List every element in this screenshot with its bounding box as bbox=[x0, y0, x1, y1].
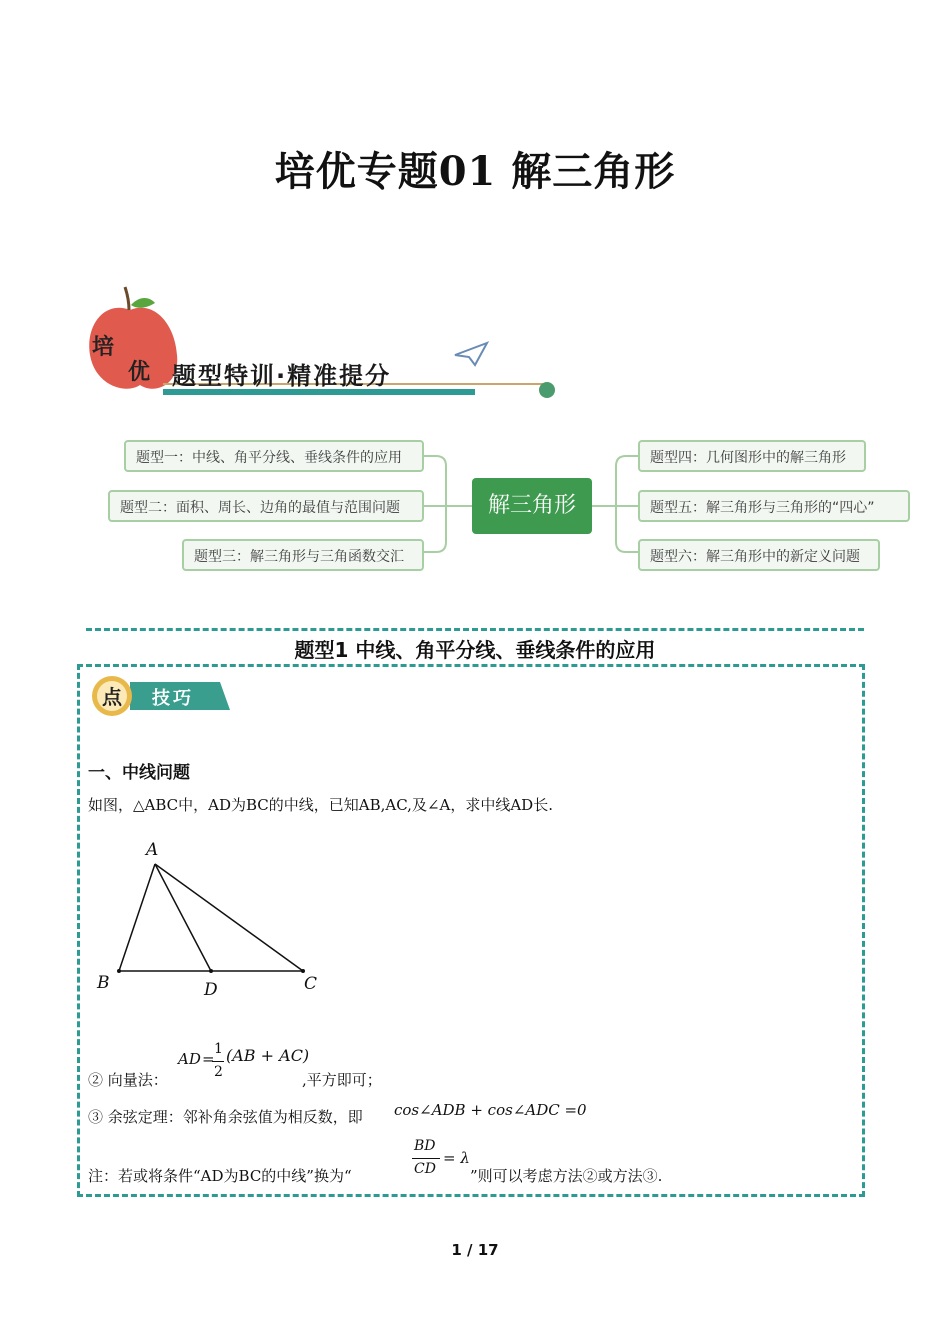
mindmap-topic-4: 题型四：几何图形中的解三角形 bbox=[638, 440, 866, 472]
method2-label: ② 向量法： bbox=[88, 1071, 168, 1089]
note-den: CD bbox=[414, 1161, 436, 1177]
page-title: 培优专题01 解三角形 bbox=[274, 148, 676, 195]
banner-graphic bbox=[85, 285, 565, 410]
paper-plane-icon bbox=[455, 343, 487, 365]
note-rhs: = λ bbox=[443, 1149, 470, 1167]
method3-label: ③ 余弦定理：邻补角余弦值为相反数，即 bbox=[88, 1108, 363, 1126]
method2-fraction-bar bbox=[212, 1061, 224, 1062]
mindmap-center: 解三角形 bbox=[472, 478, 592, 534]
method2-num: 1 bbox=[214, 1041, 223, 1057]
subheading-median: 一、中线问题 bbox=[88, 763, 190, 783]
note-num: BD bbox=[414, 1138, 436, 1154]
label-C: C bbox=[304, 974, 318, 994]
method3-formula: cos∠ADB + cos∠ADC =0 bbox=[394, 1101, 587, 1119]
mindmap-topic-5: 题型五：解三角形与三角形的“四心” bbox=[638, 490, 910, 522]
intro-text: 如图，△ABC中，AD为BC的中线，已知AB,AC,及∠A，求中线AD长. bbox=[88, 796, 553, 814]
section-heading: 题型1 中线、角平分线、垂线条件的应用 bbox=[294, 638, 656, 662]
mindmap-topic-3: 题型三：解三角形与三角函数交汇 bbox=[182, 539, 424, 571]
method2-den: 2 bbox=[214, 1064, 223, 1080]
tip-badge-char: 点 bbox=[102, 685, 122, 709]
section-divider bbox=[86, 628, 864, 631]
note-suffix: ”则可以考虑方法②或方法③. bbox=[470, 1167, 663, 1185]
tip-badge-label: 技巧 bbox=[152, 688, 194, 709]
method2-lhs: AD bbox=[178, 1050, 201, 1068]
method2-eq: = bbox=[202, 1050, 215, 1068]
note-prefix: 注：若或将条件“AD为BC的中线”换为“ bbox=[88, 1167, 352, 1185]
banner-slogan: 题型特训·精准提分 bbox=[172, 362, 392, 390]
note-fraction-bar bbox=[412, 1158, 440, 1159]
mindmap-topic-1: 题型一：中线、角平分线、垂线条件的应用 bbox=[124, 440, 424, 472]
triangle-figure bbox=[95, 838, 335, 1003]
label-A: A bbox=[146, 840, 159, 860]
mindmap-topic-2: 题型二：面积、周长、边角的最值与范围问题 bbox=[108, 490, 424, 522]
label-D: D bbox=[204, 980, 218, 1000]
apple-char-1: 培 bbox=[92, 335, 115, 360]
apple-char-2: 优 bbox=[128, 360, 151, 385]
page-number: 1 / 17 bbox=[451, 1241, 499, 1259]
mindmap-topic-6: 题型六：解三角形中的新定义问题 bbox=[638, 539, 880, 571]
label-B: B bbox=[97, 973, 110, 993]
method2-rhs: (AB + AC) bbox=[226, 1046, 310, 1065]
method2-suffix: ,平方即可； bbox=[302, 1071, 382, 1089]
